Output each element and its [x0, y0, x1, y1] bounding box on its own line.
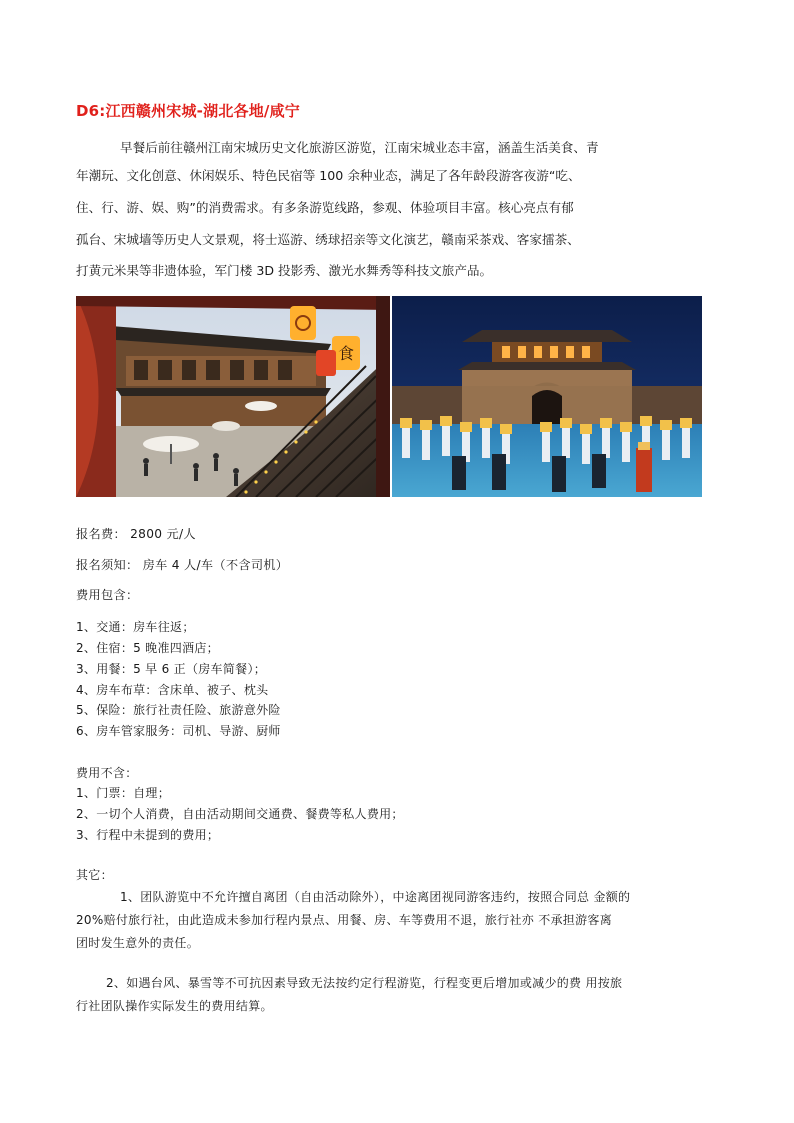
excludes-item: 2、一切个人消费，自由活动期间交通费、餐费等私人费用； — [76, 807, 404, 821]
intro-line: 孤台、宋城墙等历史人文景观，将士巡游、绣球招亲等文化演艺，赣南采茶戏、客家擂茶、 — [76, 232, 580, 247]
lantern-char: 食 — [337, 344, 355, 363]
includes-item: 6、房车管家服务：司机、导游、厨师 — [76, 724, 281, 738]
excludes-item: 1、门票：自理； — [76, 786, 171, 800]
other-1-line: 1、团队游览中不允许擅自离团（自由活动除外），中途离团视同游客违约，按照合同总 金额的 — [120, 890, 631, 904]
fee-text: 报名费： 2800 元/人 — [76, 527, 196, 541]
other-1-line: 20%赔付旅行社，由此造成未参加行程内景点、用餐、房、车等费用不退，旅行社亦 不承担游客离 — [76, 913, 612, 927]
intro-line: 早餐后前往赣州江南宋城历史文化旅游区游览，江南宋城业态丰富，涵盖生活美食、青 — [120, 140, 599, 155]
page-title: D6:江西赣州宋城-湖北各地/咸宁 — [76, 102, 300, 120]
excludes-title: 费用不含： — [76, 766, 138, 780]
includes-item: 1、交通：房车往返； — [76, 620, 195, 634]
includes-item: 2、住宿：5 晚准四酒店； — [76, 641, 219, 655]
intro-line: 打黄元米果等非遗体验，军门楼 3D 投影秀、激光水舞秀等科技文旅产品。 — [76, 263, 493, 278]
other-2-line: 行社团队操作实际发生的费用结算。 — [76, 999, 273, 1013]
other-2-line: 2、如遇台风、暴雪等不可抗因素导致无法按约定行程游览，行程变更后增加或减少的费 用按旅 — [106, 976, 623, 990]
excludes-item: 3、行程中未提到的费用； — [76, 828, 220, 842]
intro-line: 年潮玩、文化创意、休闲娱乐、特色民宿等 100 余种业态，满足了各年龄段游客夜游“吃、 — [76, 168, 581, 183]
includes-item: 4、房车布草：含床单、被子、枕头 — [76, 683, 269, 697]
photo-ancient-street — [76, 296, 390, 497]
intro-line: 住、行、游、娱、购”的消费需求。有多条游览线路，参观、体验项目丰富。核心亮点有郁 — [76, 200, 574, 215]
other-title: 其它： — [76, 868, 113, 882]
includes-item: 5、保险：旅行社责任险、旅游意外险 — [76, 703, 281, 717]
notice-text: 报名须知： 房车 4 人/车（不含司机） — [76, 558, 289, 572]
photo-night-performance — [392, 296, 702, 497]
other-1-line: 团时发生意外的责任。 — [76, 936, 200, 950]
includes-item: 3、用餐：5 早 6 正（房车简餐）； — [76, 662, 267, 676]
includes-title: 费用包含： — [76, 588, 139, 602]
